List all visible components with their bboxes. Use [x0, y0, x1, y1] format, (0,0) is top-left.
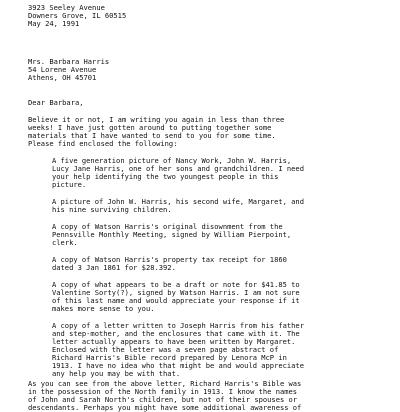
enclosure-item-line: Pennsville Monthly Meeting, signed by William Pierpoint, [52, 230, 292, 239]
enclosure-item-line: A copy of a letter written to Joseph Harris from his father [52, 321, 304, 330]
enclosure-item-line: Enclosed with the letter was a seven page abstract of [52, 345, 279, 354]
salutation: Dear Barbara, [28, 98, 84, 107]
enclosure-item-line: Valentine Sorty(?), signed by Watson Harris. I am not sure [52, 288, 300, 297]
enclosure-item-line: 1913. I have no idea who that might be and would appreciate [52, 361, 304, 370]
closing-line: descendants. Perhaps you might have some additional awareness of [28, 403, 302, 412]
closing-line: in the possession of the North family in 1913. I know the names [28, 387, 298, 396]
enclosure-item-line: A picture of John W. Harris, his second wife, Margaret, and [52, 197, 304, 206]
enclosure-item-line: of this last name and would appreciate your response if it [52, 296, 300, 305]
intro-line: materials that I have wanted to send to you for some time. [28, 131, 276, 140]
enclosure-item-line: his nine surviving children. [52, 205, 172, 214]
closing-line: of John and Sarah North's children, but not of their spouses or [28, 395, 298, 404]
closing-line: As you can see from the above letter, Richard Harris's Bible was [28, 379, 302, 388]
intro-line: weeks! I have just gotten around to putting together some [28, 123, 272, 132]
enclosure-item-line: A five generation picture of Nancy Work, John W. Harris, [52, 156, 292, 165]
enclosure-item-line: A copy of Watson Harris's original disownment from the [52, 222, 283, 231]
enclosure-item-line: Richard Harris's Bible record prepared by Lenora McP in [52, 353, 287, 362]
recipient-city: Athens, OH 45701 [28, 73, 97, 82]
recipient-street: 54 Lorene Avenue [28, 65, 97, 74]
enclosure-item-line: Lucy Jane Harris, one of her sons and grandchildren. I need [52, 164, 304, 173]
enclosure-item-line: your help identifying the two youngest people in this [52, 172, 279, 181]
intro-line: Believe it or not, I am writing you again in less than three [28, 115, 285, 124]
sender-city: Downers Grove, IL 60515 [28, 11, 127, 20]
recipient-name: Mrs. Barbara Harris [28, 57, 110, 66]
enclosure-item-line: clerk. [52, 238, 78, 247]
enclosure-item-line: any help you may be with that. [52, 369, 181, 378]
enclosure-item-line: and step-mother, and the enclosures that came with it. The [52, 329, 300, 338]
intro-line: Please find enclosed the following: [28, 139, 178, 148]
letter-date: May 24, 1991 [28, 19, 80, 28]
sender-street: 3923 Seeley Avenue [28, 3, 105, 12]
enclosure-item-line: picture. [52, 180, 87, 189]
enclosure-item-line: dated 3 Jan 1861 for $28.392. [52, 263, 176, 272]
enclosure-item-line: A copy of what appears to be a draft or note for $41.85 to [52, 280, 300, 289]
enclosure-item-line: makes more sense to you. [52, 304, 155, 313]
enclosure-item-line: A copy of Watson Harris's property tax receipt for 1860 [52, 255, 287, 264]
enclosure-item-line: letter actually appears to have been written by Margaret. [52, 337, 296, 346]
